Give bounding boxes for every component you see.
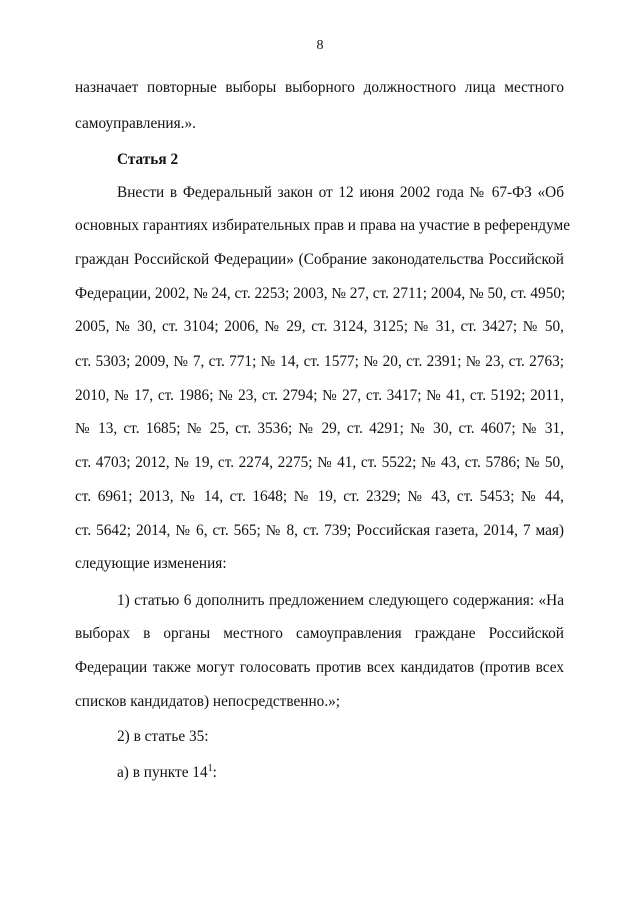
text-line: ст. 6961; 2013, № 14, ст. 1648; № 19, ст. 2329; № 43, ст. 5453; № 44, — [75, 488, 564, 505]
text-line: граждан Российской Федерации» (Собрание законодательства Российской — [75, 251, 564, 268]
page-number: 8 — [316, 38, 324, 53]
text-line: № 13, ст. 1685; № 25, ст. 3536; № 29, ст. 4291; № 30, ст. 4607; № 31, — [75, 420, 564, 437]
text-line: 2) в статье 35: — [117, 728, 209, 745]
text-line: ст. 5642; 2014, № 6, ст. 565; № 8, ст. 739; Российская газета, 2014, 7 мая) — [75, 522, 564, 539]
text-line: назначает повторные выборы выборного должностного лица местного — [75, 79, 564, 96]
superscript: 1 — [207, 763, 213, 774]
text-line: самоуправления.». — [75, 115, 196, 132]
text-line: 2005, № 30, ст. 3104; 2006, № 29, ст. 3124, 3125; № 31, ст. 3427; № 50, — [75, 318, 564, 335]
article-heading: Статья 2 — [117, 151, 179, 168]
text-line: выборах в органы местного самоуправления граждане Российской — [75, 625, 564, 642]
line-suffix: : — [212, 764, 217, 781]
text-line: основных гарантиях избирательных прав и права на участие в референдуме — [75, 217, 570, 234]
text-line: следующие изменения: — [75, 555, 227, 572]
text-line: Федерации также могут голосовать против всех кандидатов (против всех — [75, 659, 564, 676]
text-line: 1) статью 6 дополнить предложением следующего содержания: «На — [117, 592, 564, 609]
text-line: Федерации, 2002, № 24, ст. 2253; 2003, № 27, ст. 2711; 2004, № 50, ст. 4950; — [75, 285, 566, 302]
text-line: ст. 5303; 2009, № 7, ст. 771; № 14, ст. 1577; № 20, ст. 2391; № 23, ст. 2763; — [75, 353, 564, 370]
text-line: 2010, № 17, ст. 1986; № 23, ст. 2794; № 27, ст. 3417; № 41, ст. 5192; 2011, — [75, 387, 564, 404]
text-line: списков кандидатов) непосредственно.»; — [75, 693, 341, 710]
text-line — [117, 763, 564, 783]
text-line: ст. 4703; 2012, № 19, ст. 2274, 2275; № 41, ст. 5522; № 43, ст. 5786; № 50, — [75, 454, 564, 471]
line-text: а) в пункте 14 — [117, 764, 208, 781]
text-line: Внести в Федеральный закон от 12 июня 2002 года № 67-ФЗ «Об — [117, 184, 564, 201]
